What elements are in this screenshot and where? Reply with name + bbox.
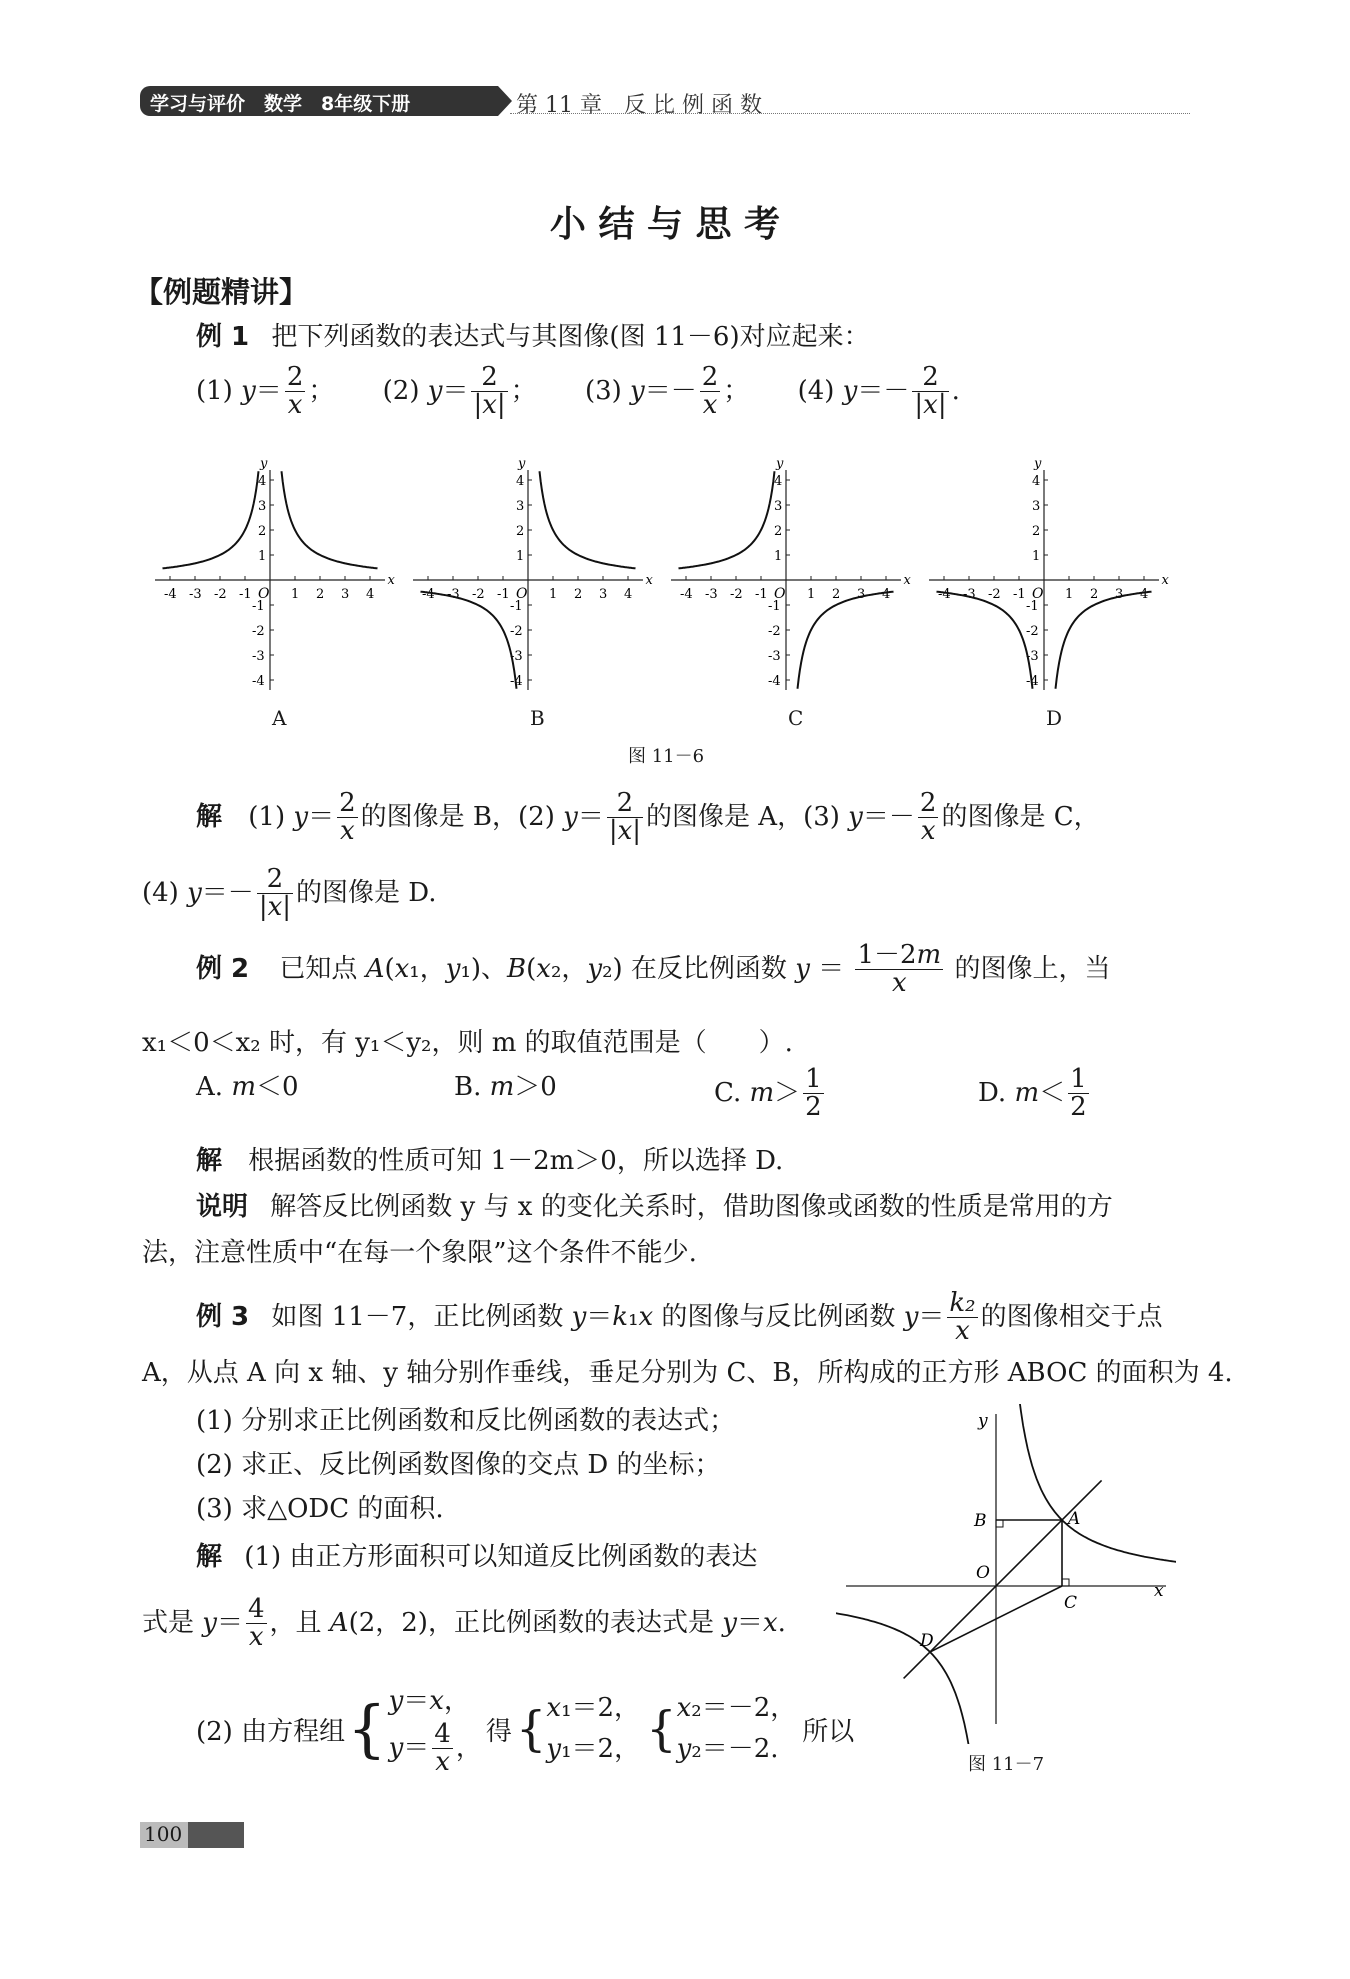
x-tick-label: -2 xyxy=(730,587,743,602)
solution2-line xyxy=(196,1140,783,1177)
y-tick-label: -2 xyxy=(1026,624,1039,639)
x-tick-label: -1 xyxy=(497,587,510,602)
option-3: (3) y＝－ $\frac{2}{x}$ ； xyxy=(584,362,750,421)
y-axis-label: y xyxy=(776,456,784,472)
brace-1: { xyxy=(347,1692,387,1766)
example1-line xyxy=(196,316,870,353)
solution2-text: 根据函数的性质可知 1－2m＞0，所以选择 D. xyxy=(248,1146,784,1176)
y-tick-label: -4 xyxy=(252,674,265,689)
header-book-label: 学习与评价 数学 8年级下册 xyxy=(150,93,411,115)
note-label: 说明 xyxy=(196,1192,249,1222)
x-tick-label: 3 xyxy=(341,587,350,602)
solution3-line2: 式是 y＝ $\frac{4}{x}$ ，且 A(2，2)，正比例函数的表达式是 y＝x. xyxy=(142,1594,786,1653)
solution3-prefix: (2) 由方程组 xyxy=(196,1716,346,1747)
point-label: y xyxy=(978,1411,988,1431)
curve xyxy=(937,592,1033,689)
example2-choices xyxy=(196,1064,1087,1123)
example3-q1: (1) 分别求正比例函数和反比例函数的表达式； xyxy=(196,1406,736,1436)
y-axis-label: y xyxy=(518,456,526,472)
y-tick-label: 3 xyxy=(774,499,783,514)
system-eqs: y＝x， y＝ $\frac{4}{x}$ ， xyxy=(388,1686,482,1778)
y-tick-label: -1 xyxy=(252,599,265,614)
y-tick-label: -2 xyxy=(252,624,265,639)
header-rule xyxy=(510,113,1190,114)
example1-text: 把下列函数的表达式与其图像(图 11－6)对应起来： xyxy=(271,322,870,352)
x-tick-label: 4 xyxy=(1140,587,1149,602)
y-tick-label: -4 xyxy=(1026,674,1039,689)
hyperbola xyxy=(1014,1404,1176,1564)
curve xyxy=(421,592,517,689)
header-arrow xyxy=(498,86,512,116)
origin-label: O xyxy=(258,586,270,602)
x-tick-label: -3 xyxy=(963,587,976,602)
page-title: 小 结 与 思 考 xyxy=(549,204,781,245)
graph-label-c: C xyxy=(788,706,804,730)
y-tick-label: 4 xyxy=(1032,474,1041,489)
y-tick-label: 4 xyxy=(516,474,525,489)
right-angle-c xyxy=(1062,1579,1069,1586)
choice-c: C. m＞ $\frac{1}{2}$ xyxy=(714,1064,822,1123)
y-tick-label: -1 xyxy=(768,599,781,614)
choice-d: D. m＜ $\frac{1}{2}$ xyxy=(978,1064,1087,1123)
x-axis-label: x xyxy=(903,573,911,588)
y-tick-label: 3 xyxy=(1032,499,1041,514)
x-tick-label: -4 xyxy=(164,587,177,602)
graph-2 xyxy=(671,457,912,691)
solution1-line1: 解 (1) y＝ $\frac{2}{x}$ 的图像是 B，(2) y＝ $\frac{2}{|x|}$ 的图像是 A，(3) y＝－ $\frac{2}{x}$ 的图像是 C， xyxy=(196,788,1100,847)
x-tick-label: 4 xyxy=(624,587,633,602)
example3-line2: A，从点 A 向 x 轴、y 轴分别作垂线，垂足分别为 C、B，所构成的正方形 ABOC 的面积为 4. xyxy=(142,1358,1233,1388)
y-tick-label: -2 xyxy=(768,624,781,639)
option-2: (2) y＝ $\frac{2}{|x|}$ ； xyxy=(382,362,537,421)
curve xyxy=(540,471,636,568)
x-tick-label: 4 xyxy=(882,587,891,602)
x-axis-label: x xyxy=(1161,573,1169,588)
point-label: D xyxy=(920,1631,934,1651)
y-tick-label: 2 xyxy=(1032,524,1041,539)
x-tick-label: 1 xyxy=(1065,587,1074,602)
option-1: (1) y＝ $\frac{2}{x}$ ； xyxy=(196,362,335,421)
choice-a: A. m＜0 xyxy=(196,1072,299,1102)
note-text-1: 解答反比例函数 y 与 x 的变化关系时，借助图像或函数的性质是常用的方 xyxy=(270,1192,1113,1222)
y-tick-label: -4 xyxy=(510,674,523,689)
sol2: x₂＝－2， y₂＝－2. xyxy=(676,1692,797,1765)
note-line2: 法，注意性质中“在每一个象限”这个条件不能少. xyxy=(142,1238,697,1268)
solution2-label: 解 xyxy=(196,1146,223,1176)
x-tick-label: -4 xyxy=(422,587,435,602)
solution3-label: 解 xyxy=(196,1542,223,1572)
x-tick-label: -1 xyxy=(1013,587,1026,602)
x-axis-label: x xyxy=(645,573,653,588)
graph-1 xyxy=(413,457,654,691)
graph-label-b: B xyxy=(530,706,545,730)
x-tick-label: 2 xyxy=(832,587,841,602)
choice-b: B. m＞0 xyxy=(454,1072,557,1102)
x-tick-label: -3 xyxy=(189,587,202,602)
y-tick-label: -1 xyxy=(1026,599,1039,614)
example1-label: 例 1 xyxy=(196,322,250,352)
page-number: 100 xyxy=(144,1822,183,1846)
example2-line1: 例 2 已知点 A(x₁，y₁)、B(x₂，y₂) 在反比例函数 y ＝ $\frac{1-2m}{x}$ 的图像上，当 xyxy=(196,940,1111,999)
point-label: C xyxy=(1064,1593,1078,1613)
y-tick-label: -1 xyxy=(510,599,523,614)
x-tick-label: 4 xyxy=(366,587,375,602)
x-tick-label: -1 xyxy=(755,587,768,602)
y-tick-label: -3 xyxy=(1026,649,1039,664)
solution3-text-1: (1) 由正方形面积可以知道反比例函数的表达 xyxy=(244,1542,758,1572)
y-axis-label: y xyxy=(1034,456,1042,472)
x-tick-label: -2 xyxy=(214,587,227,602)
x-axis-label: x xyxy=(387,573,395,588)
x-tick-label: 1 xyxy=(291,587,300,602)
y-axis-label: y xyxy=(260,456,268,472)
curve xyxy=(1056,592,1152,689)
figure-11-7 xyxy=(836,1404,1176,1744)
solution1-label: 解 xyxy=(196,801,223,832)
y-tick-label: 2 xyxy=(516,524,525,539)
curve xyxy=(798,592,894,689)
option-4: (4) y＝－ $\frac{2}{|x|}$ . xyxy=(797,362,960,421)
y-tick-label: 1 xyxy=(516,549,525,564)
origin-label: O xyxy=(774,586,786,602)
y-tick-label: -2 xyxy=(510,624,523,639)
x-tick-label: -3 xyxy=(705,587,718,602)
x-tick-label: -4 xyxy=(680,587,693,602)
origin-label: O xyxy=(516,586,528,602)
point-label: O xyxy=(976,1563,990,1583)
section-title: 【例题精讲】 xyxy=(134,275,309,309)
example3-line1: 例 3 如图 11－7，正比例函数 y＝k₁x 的图像与反比例函数 y＝ $\frac{\text{k₂}}{x}$ 的图像相交于点 xyxy=(196,1288,1163,1347)
x-tick-label: 1 xyxy=(549,587,558,602)
graph-label-d: D xyxy=(1046,706,1063,730)
curve xyxy=(679,471,775,568)
solution3-suffix: 所以 xyxy=(802,1716,855,1747)
y-tick-label: -3 xyxy=(768,649,781,664)
y-tick-label: -3 xyxy=(510,649,523,664)
y-tick-label: -3 xyxy=(252,649,265,664)
x-tick-label: 3 xyxy=(1115,587,1124,602)
point-label: A xyxy=(1068,1509,1081,1529)
graph-3 xyxy=(929,457,1170,691)
y-tick-label: 3 xyxy=(258,499,267,514)
y-tick-label: 4 xyxy=(774,474,783,489)
graph-label-a: A xyxy=(272,706,287,730)
y-tick-label: 3 xyxy=(516,499,525,514)
point-label: B xyxy=(974,1511,987,1531)
y-tick-label: 1 xyxy=(1032,549,1041,564)
brace-3: { xyxy=(646,1701,677,1758)
solution3-line3 xyxy=(196,1682,854,1777)
header-chapter: 第 11 章 反 比 例 函 数 xyxy=(516,93,762,118)
right-angle-b xyxy=(996,1520,1003,1527)
x-tick-label: -2 xyxy=(472,587,485,602)
figure-11-7-caption: 图 11－7 xyxy=(968,1754,1045,1775)
solution3-line1 xyxy=(196,1536,757,1573)
y-tick-label: 2 xyxy=(774,524,783,539)
origin-label: O xyxy=(1032,586,1044,602)
figure-11-6-caption: 图 11－6 xyxy=(628,746,705,767)
curve xyxy=(163,471,259,568)
x-tick-label: 2 xyxy=(1090,587,1099,602)
example2-line2: x₁＜0＜x₂ 时，有 y₁＜y₂，则 m 的取值范围是（ ）. xyxy=(142,1028,793,1058)
curve xyxy=(282,471,378,568)
example3-q3: (3) 求△ODC 的面积. xyxy=(196,1494,444,1524)
y-tick-label: 1 xyxy=(774,549,783,564)
x-tick-label: 2 xyxy=(574,587,583,602)
sol1: x₁＝2， y₁＝2， xyxy=(546,1692,641,1765)
x-tick-label: -1 xyxy=(239,587,252,602)
x-tick-label: -3 xyxy=(447,587,460,602)
x-tick-label: 2 xyxy=(316,587,325,602)
y-tick-label: -4 xyxy=(768,674,781,689)
note-line1 xyxy=(196,1186,1113,1223)
y-tick-label: 1 xyxy=(258,549,267,564)
example3-label: 例 3 xyxy=(196,1301,250,1332)
brace-2: { xyxy=(515,1701,547,1758)
x-tick-label: 1 xyxy=(807,587,816,602)
x-tick-label: -4 xyxy=(938,587,951,602)
x-tick-label: -2 xyxy=(988,587,1001,602)
example3-q2: (2) 求正、反比例函数图像的交点 D 的坐标； xyxy=(196,1450,721,1480)
example1-options xyxy=(196,364,960,420)
x-tick-label: 3 xyxy=(857,587,866,602)
x-tick-label: 3 xyxy=(599,587,608,602)
point-label: x xyxy=(1154,1581,1164,1601)
example2-label: 例 2 xyxy=(196,953,250,984)
graph-0 xyxy=(155,457,396,691)
y-tick-label: 4 xyxy=(258,474,267,489)
figure-11-6 xyxy=(150,440,1190,740)
solution3-mid: 得 xyxy=(485,1716,512,1747)
solution1-line2: (4) y＝－ $\frac{2}{|x|}$ 的图像是 D. xyxy=(142,864,437,923)
y-tick-label: 2 xyxy=(258,524,267,539)
